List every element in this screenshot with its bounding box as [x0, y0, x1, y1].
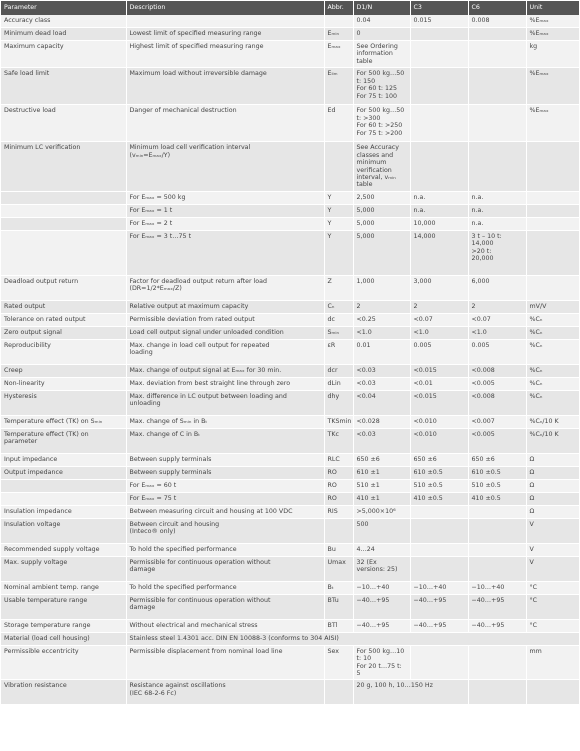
cell-parameter — [1, 479, 126, 492]
cell-description: For Eₘₐₓ = 75 t — [126, 492, 324, 505]
table-row — [1, 556, 579, 581]
table-row — [1, 632, 579, 645]
header-cell-unit: Unit — [526, 1, 579, 15]
cell-description: To hold the specified performance — [126, 581, 324, 594]
cell-abbr: Z — [324, 275, 353, 300]
cell-parameter — [1, 230, 126, 275]
table-row — [1, 275, 579, 300]
cell-description: Between supply terminals — [126, 453, 324, 466]
cell-abbr: Umax — [324, 556, 353, 581]
table-row — [1, 680, 579, 705]
cell-unit: %Cₙ — [526, 390, 579, 415]
cell-c6 — [468, 68, 526, 105]
cell-description: Permissible displacement from nominal load line — [126, 645, 324, 680]
cell-description: Max. deviation from best straight line through zero — [126, 377, 324, 390]
cell-description: Permissible for continuous operation without damage — [126, 594, 324, 619]
cell-description: Max. change of Sₘᵢₙ in Bₜ — [126, 415, 324, 428]
cell-c3: 610 ±0.5 — [410, 466, 468, 479]
cell-c3: −40…+95 — [410, 619, 468, 632]
cell-d1n: −40…+95 — [353, 619, 410, 632]
cell-d1n: 650 ±6 — [353, 453, 410, 466]
cell-c3 — [410, 41, 468, 68]
cell-d1n: −10…+40 — [353, 581, 410, 594]
cell-description: Max. change of output signal at Eₘₐₓ for 30 min. — [126, 364, 324, 377]
cell-d1n: 1,000 — [353, 275, 410, 300]
cell-abbr: Bₜ — [324, 581, 353, 594]
cell-description: Load cell output signal under unloaded condition — [126, 326, 324, 339]
cell-c6: 410 ±0.5 — [468, 492, 526, 505]
cell-d1n: <0.028 — [353, 415, 410, 428]
cell-c6 — [468, 556, 526, 581]
table-row — [1, 191, 579, 204]
cell-c3 — [410, 142, 468, 192]
cell-abbr: Eₘᵢₙ — [324, 28, 353, 41]
cell-c6: 2 — [468, 300, 526, 313]
cell-parameter: Output impedance — [1, 466, 126, 479]
table-row — [1, 313, 579, 326]
cell-abbr: dc — [324, 313, 353, 326]
cell-c6: −10…+40 — [468, 581, 526, 594]
cell-unit — [526, 142, 579, 192]
header-cell-d1n: D1/N — [353, 1, 410, 15]
specification-table — [1, 1, 580, 705]
cell-c3: 650 ±6 — [410, 453, 468, 466]
cell-unit: °C — [526, 581, 579, 594]
table-row — [1, 230, 579, 275]
table-row — [1, 479, 579, 492]
cell-parameter: Nominal ambient temp. range — [1, 581, 126, 594]
cell-c3 — [410, 68, 468, 105]
cell-parameter — [1, 191, 126, 204]
cell-unit: %Eₘₐₓ — [526, 28, 579, 41]
cell-d1n: See Ordering information table — [353, 41, 410, 68]
cell-description: For Eₘₐₓ = 60 t — [126, 479, 324, 492]
cell-unit: %Eₘₐₓ — [526, 68, 579, 105]
cell-abbr: Bu — [324, 543, 353, 556]
cell-parameter: Reproducibility — [1, 339, 126, 364]
header-cell-c3: C3 — [410, 1, 468, 15]
cell-parameter — [1, 217, 126, 230]
cell-description: To hold the specified performance — [126, 543, 324, 556]
cell-unit: mV/V — [526, 300, 579, 313]
table-row — [1, 68, 579, 105]
cell-c6: <0.07 — [468, 313, 526, 326]
cell-d1n: For 500 kg…50 t: >300 For 60 t: >250 For 75 t: >200 — [353, 105, 410, 142]
cell-parameter: Vibration resistance — [1, 680, 126, 705]
table-row — [1, 543, 579, 556]
header-cell-parameter: Parameter — [1, 1, 126, 15]
cell-c6: 0.008 — [468, 15, 526, 28]
table-row — [1, 105, 579, 142]
cell-unit: %Cₙ — [526, 339, 579, 364]
cell-parameter: Recommended supply voltage — [1, 543, 126, 556]
cell-c6: 610 ±0.5 — [468, 466, 526, 479]
cell-c3: 0.015 — [410, 15, 468, 28]
cell-abbr: Y — [324, 217, 353, 230]
table-row — [1, 505, 579, 518]
cell-c3: n.a. — [410, 191, 468, 204]
cell-abbr: Y — [324, 191, 353, 204]
cell-unit — [526, 217, 579, 230]
cell-description: For Eₘₐₓ = 2 t — [126, 217, 324, 230]
cell-d1n: 0.01 — [353, 339, 410, 364]
cell-description: Relative output at maximum capacity — [126, 300, 324, 313]
table-row — [1, 15, 579, 28]
cell-d1n: >5,000×10⁶ — [353, 505, 410, 518]
cell-description: Between measuring circuit and housing at 100 VDC — [126, 505, 324, 518]
cell-c3: 2 — [410, 300, 468, 313]
cell-abbr: Ed — [324, 105, 353, 142]
cell-description: Danger of mechanical destruction — [126, 105, 324, 142]
cell-unit: Ω — [526, 492, 579, 505]
cell-d1n: 5,000 — [353, 217, 410, 230]
cell-parameter: Usable temperature range — [1, 594, 126, 619]
cell-description: Without electrical and mechanical stress — [126, 619, 324, 632]
cell-c3: <0.010 — [410, 415, 468, 428]
cell-d1n: 5,000 — [353, 204, 410, 217]
table-row — [1, 204, 579, 217]
cell-c3 — [410, 543, 468, 556]
table-row — [1, 41, 579, 68]
cell-c3: <0.07 — [410, 313, 468, 326]
cell-d1n: 32 (Ex versions: 25) — [353, 556, 410, 581]
header-cell-abbr: Abbr. — [324, 1, 353, 15]
cell-c3 — [410, 105, 468, 142]
cell-parameter: Tolerance on rated output — [1, 313, 126, 326]
cell-c6: 650 ±6 — [468, 453, 526, 466]
cell-description: Minimum load cell verification interval (vₘᵢₙ=Eₘₐₓ/Y) — [126, 142, 324, 192]
table-row — [1, 645, 579, 680]
cell-abbr: Sₘᵢₙ — [324, 326, 353, 339]
cell-d1n: <0.04 — [353, 390, 410, 415]
cell-unit: %Cₙ/10 K — [526, 428, 579, 453]
header-cell-description: Description — [126, 1, 324, 15]
cell-c3: 410 ±0.5 — [410, 492, 468, 505]
table-row — [1, 453, 579, 466]
cell-c3: 3,000 — [410, 275, 468, 300]
cell-c6: −40…+95 — [468, 619, 526, 632]
cell-unit: Ω — [526, 505, 579, 518]
cell-parameter: Hysteresis — [1, 390, 126, 415]
cell-description: Max. change of C in Bₜ — [126, 428, 324, 453]
cell-unit: Ω — [526, 479, 579, 492]
cell-parameter: Maximum capacity — [1, 41, 126, 68]
cell-d1n: 0.04 — [353, 15, 410, 28]
table-row — [1, 415, 579, 428]
cell-unit: V — [526, 518, 579, 543]
cell-c6: 6,000 — [468, 275, 526, 300]
cell-description: Between circuit and housing (Inteco® only) — [126, 518, 324, 543]
cell-unit — [526, 275, 579, 300]
cell-parameter — [1, 204, 126, 217]
cell-parameter: Storage temperature range — [1, 619, 126, 632]
cell-parameter: Permissible eccentricity — [1, 645, 126, 680]
cell-unit: %Eₘₐₓ — [526, 15, 579, 28]
cell-parameter: Temperature effect (TK) on parameter — [1, 428, 126, 453]
cell-d1n: <0.03 — [353, 428, 410, 453]
cell-c6: <0.005 — [468, 428, 526, 453]
cell-description: Permissible for continuous operation without damage — [126, 556, 324, 581]
cell-unit: °C — [526, 619, 579, 632]
cell-c3: −40…+95 — [410, 594, 468, 619]
cell-parameter: Insulation impedance — [1, 505, 126, 518]
cell-d1n: 610 ±1 — [353, 466, 410, 479]
cell-abbr: RO — [324, 492, 353, 505]
table-row — [1, 594, 579, 619]
cell-description: For Eₘₐₓ = 3 t…75 t — [126, 230, 324, 275]
table-row — [1, 142, 579, 192]
cell-c6: <1.0 — [468, 326, 526, 339]
cell-unit: Ω — [526, 453, 579, 466]
cell-c3: 0.005 — [410, 339, 468, 364]
cell-d1n: 2 — [353, 300, 410, 313]
cell-unit: V — [526, 543, 579, 556]
cell-unit — [526, 680, 579, 705]
cell-parameter: Destructive load — [1, 105, 126, 142]
cell-d1n: 4…24 — [353, 543, 410, 556]
cell-unit — [526, 191, 579, 204]
cell-c3 — [410, 518, 468, 543]
cell-c6 — [468, 41, 526, 68]
cell-parameter: Material (load cell housing) — [1, 632, 126, 645]
cell-description: Permissible deviation from rated output — [126, 313, 324, 326]
cell-c6 — [468, 105, 526, 142]
cell-parameter: Non-linearity — [1, 377, 126, 390]
cell-c3: 510 ±0.5 — [410, 479, 468, 492]
cell-c3 — [410, 505, 468, 518]
cell-parameter: Max. supply voltage — [1, 556, 126, 581]
table-row — [1, 326, 579, 339]
cell-description: Lowest limit of specified measuring range — [126, 28, 324, 41]
table-row — [1, 339, 579, 364]
cell-c3 — [410, 645, 468, 680]
cell-d1n: 410 ±1 — [353, 492, 410, 505]
cell-unit: %Cₙ — [526, 377, 579, 390]
table-row — [1, 492, 579, 505]
table-row — [1, 466, 579, 479]
cell-d1n: <0.25 — [353, 313, 410, 326]
cell-parameter: Deadload output return — [1, 275, 126, 300]
cell-parameter: Safe load limit — [1, 68, 126, 105]
cell-parameter: Minimum LC verification — [1, 142, 126, 192]
cell-abbr — [324, 518, 353, 543]
cell-unit: %Eₘₐₓ — [526, 105, 579, 142]
cell-c6: n.a. — [468, 204, 526, 217]
cell-abbr — [324, 680, 353, 705]
cell-c6 — [468, 28, 526, 41]
table-row — [1, 377, 579, 390]
cell-d1n: For 500 kg…10 t: 10 For 20 t…75 t: 5 — [353, 645, 410, 680]
cell-unit: %Cₙ — [526, 326, 579, 339]
cell-abbr: Y — [324, 204, 353, 217]
cell-c6 — [468, 518, 526, 543]
cell-unit: mm — [526, 645, 579, 680]
cell-abbr: TKSmin — [324, 415, 353, 428]
cell-c6: <0.005 — [468, 377, 526, 390]
cell-abbr — [324, 15, 353, 28]
cell-d1n: 510 ±1 — [353, 479, 410, 492]
cell-parameter — [1, 492, 126, 505]
header-cell-c6: C6 — [468, 1, 526, 15]
table-row — [1, 28, 579, 41]
cell-c3: −10…+40 — [410, 581, 468, 594]
table-row — [1, 428, 579, 453]
cell-c3: n.a. — [410, 204, 468, 217]
cell-abbr: Sex — [324, 645, 353, 680]
table-row — [1, 364, 579, 377]
cell-c6: −40…+95 — [468, 594, 526, 619]
cell-c3: <0.01 — [410, 377, 468, 390]
cell-c3 — [410, 28, 468, 41]
cell-description: Max. change in load cell output for repeated loading — [126, 339, 324, 364]
cell-c6: 510 ±0.5 — [468, 479, 526, 492]
cell-abbr: Eₘₐₓ — [324, 41, 353, 68]
cell-abbr: εR — [324, 339, 353, 364]
cell-c6 — [468, 680, 526, 705]
cell-description — [126, 15, 324, 28]
cell-d1n: 500 — [353, 518, 410, 543]
cell-d1n: 2,500 — [353, 191, 410, 204]
table-row — [1, 619, 579, 632]
cell-unit: Ω — [526, 466, 579, 479]
table-row — [1, 217, 579, 230]
cell-abbr: Cₙ — [324, 300, 353, 313]
cell-unit — [526, 204, 579, 217]
cell-c6: n.a. — [468, 191, 526, 204]
table-row — [1, 300, 579, 313]
cell-abbr: dcr — [324, 364, 353, 377]
cell-abbr: RIS — [324, 505, 353, 518]
table-row — [1, 518, 579, 543]
cell-parameter: Rated output — [1, 300, 126, 313]
cell-description: For Eₘₐₓ = 1 t — [126, 204, 324, 217]
cell-description: Max. difference in LC output between loading and unloading — [126, 390, 324, 415]
header-row — [1, 1, 579, 15]
cell-d1n: <1.0 — [353, 326, 410, 339]
cell-unit: %Cₙ — [526, 364, 579, 377]
table-row — [1, 390, 579, 415]
cell-d1n: See Accuracy classes and minimum verification interval, vₘᵢₙ table — [353, 142, 410, 192]
cell-unit: °C — [526, 594, 579, 619]
cell-d1n: 20 g, 100 h, 10…150 Hz — [353, 680, 468, 705]
cell-d1n: <0.03 — [353, 364, 410, 377]
cell-c6 — [468, 645, 526, 680]
cell-d1n: 5,000 — [353, 230, 410, 275]
cell-abbr: Y — [324, 230, 353, 275]
table-body — [1, 15, 579, 705]
cell-abbr: TKc — [324, 428, 353, 453]
cell-c6: n.a. — [468, 217, 526, 230]
cell-parameter: Creep — [1, 364, 126, 377]
cell-c6: 0.005 — [468, 339, 526, 364]
cell-d1n: 0 — [353, 28, 410, 41]
cell-parameter: Minimum dead load — [1, 28, 126, 41]
cell-c3 — [410, 556, 468, 581]
cell-c3: <0.015 — [410, 390, 468, 415]
cell-abbr: BTu — [324, 594, 353, 619]
table-row — [1, 581, 579, 594]
cell-parameter: Accuracy class — [1, 15, 126, 28]
cell-c3: 10,000 — [410, 217, 468, 230]
cell-c6 — [468, 505, 526, 518]
cell-parameter: Input impedance — [1, 453, 126, 466]
cell-abbr: dLin — [324, 377, 353, 390]
cell-abbr: BTl — [324, 619, 353, 632]
cell-c6: <0.008 — [468, 390, 526, 415]
cell-description: Highest limit of specified measuring range — [126, 41, 324, 68]
cell-c6 — [468, 142, 526, 192]
cell-description: Resistance against oscillations (IEC 68-2-6 Fc) — [126, 680, 324, 705]
cell-description: Factor for deadload output return after load (DR=1/2*Eₘₐₓ/Z) — [126, 275, 324, 300]
cell-abbr — [324, 142, 353, 192]
cell-abbr: Eₗᵢₘ — [324, 68, 353, 105]
cell-d1n: <0.03 — [353, 377, 410, 390]
cell-parameter: Insulation voltage — [1, 518, 126, 543]
cell-abbr: RLC — [324, 453, 353, 466]
cell-parameter: Zero output signal — [1, 326, 126, 339]
cell-c3: <0.015 — [410, 364, 468, 377]
cell-unit: %Cₙ/10 K — [526, 415, 579, 428]
cell-description: Maximum load without irreversible damage — [126, 68, 324, 105]
cell-unit — [526, 230, 579, 275]
cell-c6: <0.008 — [468, 364, 526, 377]
cell-description: Stainless steel 1.4301 acc. DIN EN 10088-3 (conforms to 304 AISI) — [126, 632, 579, 645]
cell-abbr: dhy — [324, 390, 353, 415]
cell-parameter: Temperature effect (TK) on Sₘᵢₙ — [1, 415, 126, 428]
cell-c6: <0.007 — [468, 415, 526, 428]
cell-unit: V — [526, 556, 579, 581]
cell-abbr: RO — [324, 466, 353, 479]
cell-c3: <1.0 — [410, 326, 468, 339]
cell-d1n: −40…+95 — [353, 594, 410, 619]
cell-abbr: RO — [324, 479, 353, 492]
cell-c6: 3 t – 10 t: 14,000 >20 t: 20,000 — [468, 230, 526, 275]
cell-description: For Eₘₐₓ = 500 kg — [126, 191, 324, 204]
cell-c6 — [468, 543, 526, 556]
cell-c3: 14,000 — [410, 230, 468, 275]
cell-d1n: For 500 kg…50 t: 150 For 60 t: 125 For 75 t: 100 — [353, 68, 410, 105]
cell-c3: <0.010 — [410, 428, 468, 453]
cell-unit: kg — [526, 41, 579, 68]
cell-unit: %Cₙ — [526, 313, 579, 326]
cell-description: Between supply terminals — [126, 466, 324, 479]
